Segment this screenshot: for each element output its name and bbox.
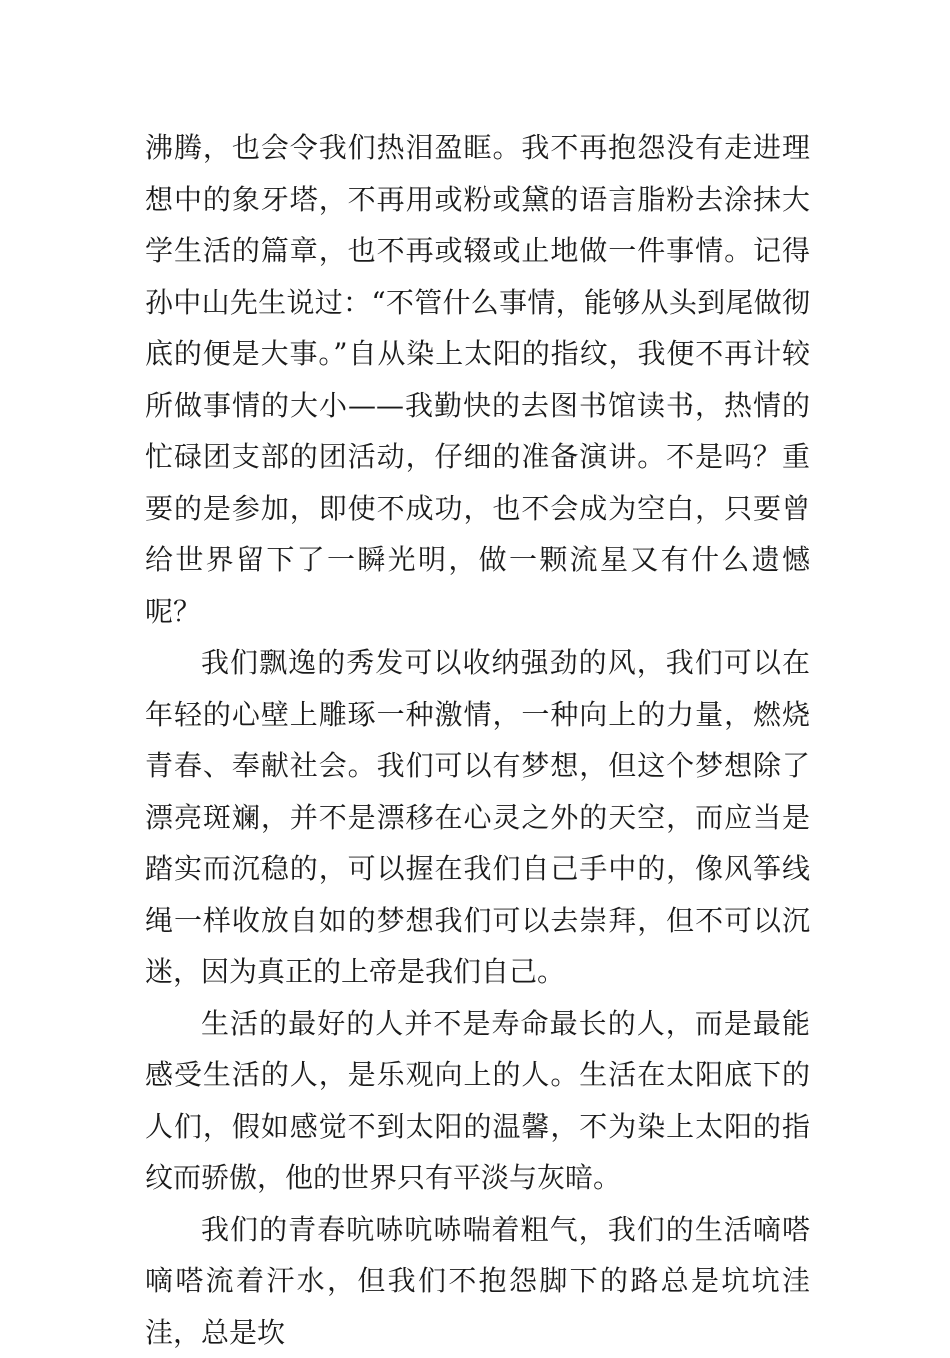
paragraph-continuation: 沸腾，也会令我们热泪盈眶。我不再抱怨没有走进理想中的象牙塔，不再用或粉或黛的语言脂粉去涂抹大学生活的篇章，也不再或辍或止地做一件事情。记得孙中山先生说过：“不管什么事情，能够从头到尾做彻底的便是大事。”自从染上太阳的指纹，我便不再计较所做事情的大小——我勤快的去图书馆读书，热情的忙碌团支部的团活动，仔细的准备演讲。不是吗？重要的是参加，即使不成功，也不会成为空白，只要曾给世界留下了一瞬光明，做一颗流星又有什么遗憾呢？ [145, 122, 810, 637]
paragraph: 我们的青春吭哧吭哧喘着粗气，我们的生活嘀嗒嘀嗒流着汗水，但我们不抱怨脚下的路总是坑坑洼洼，总是坎 [145, 1204, 810, 1358]
body-text [145, 122, 810, 1358]
paragraph: 生活的最好的人并不是寿命最长的人，而是最能感受生活的人，是乐观向上的人。生活在太阳底下的人们，假如感觉不到太阳的温馨，不为染上太阳的指纹而骄傲，他的世界只有平淡与灰暗。 [145, 998, 810, 1204]
paragraph: 我们飘逸的秀发可以收纳强劲的风，我们可以在年轻的心壁上雕琢一种激情，一种向上的力量，燃烧青春、奉献社会。我们可以有梦想，但这个梦想除了漂亮斑斓，并不是漂移在心灵之外的天空，而应当是踏实而沉稳的，可以握在我们自己手中的，像风筝线绳一样收放自如的梦想我们可以去崇拜，但不可以沉迷，因为真正的上帝是我们自己。 [145, 637, 810, 998]
